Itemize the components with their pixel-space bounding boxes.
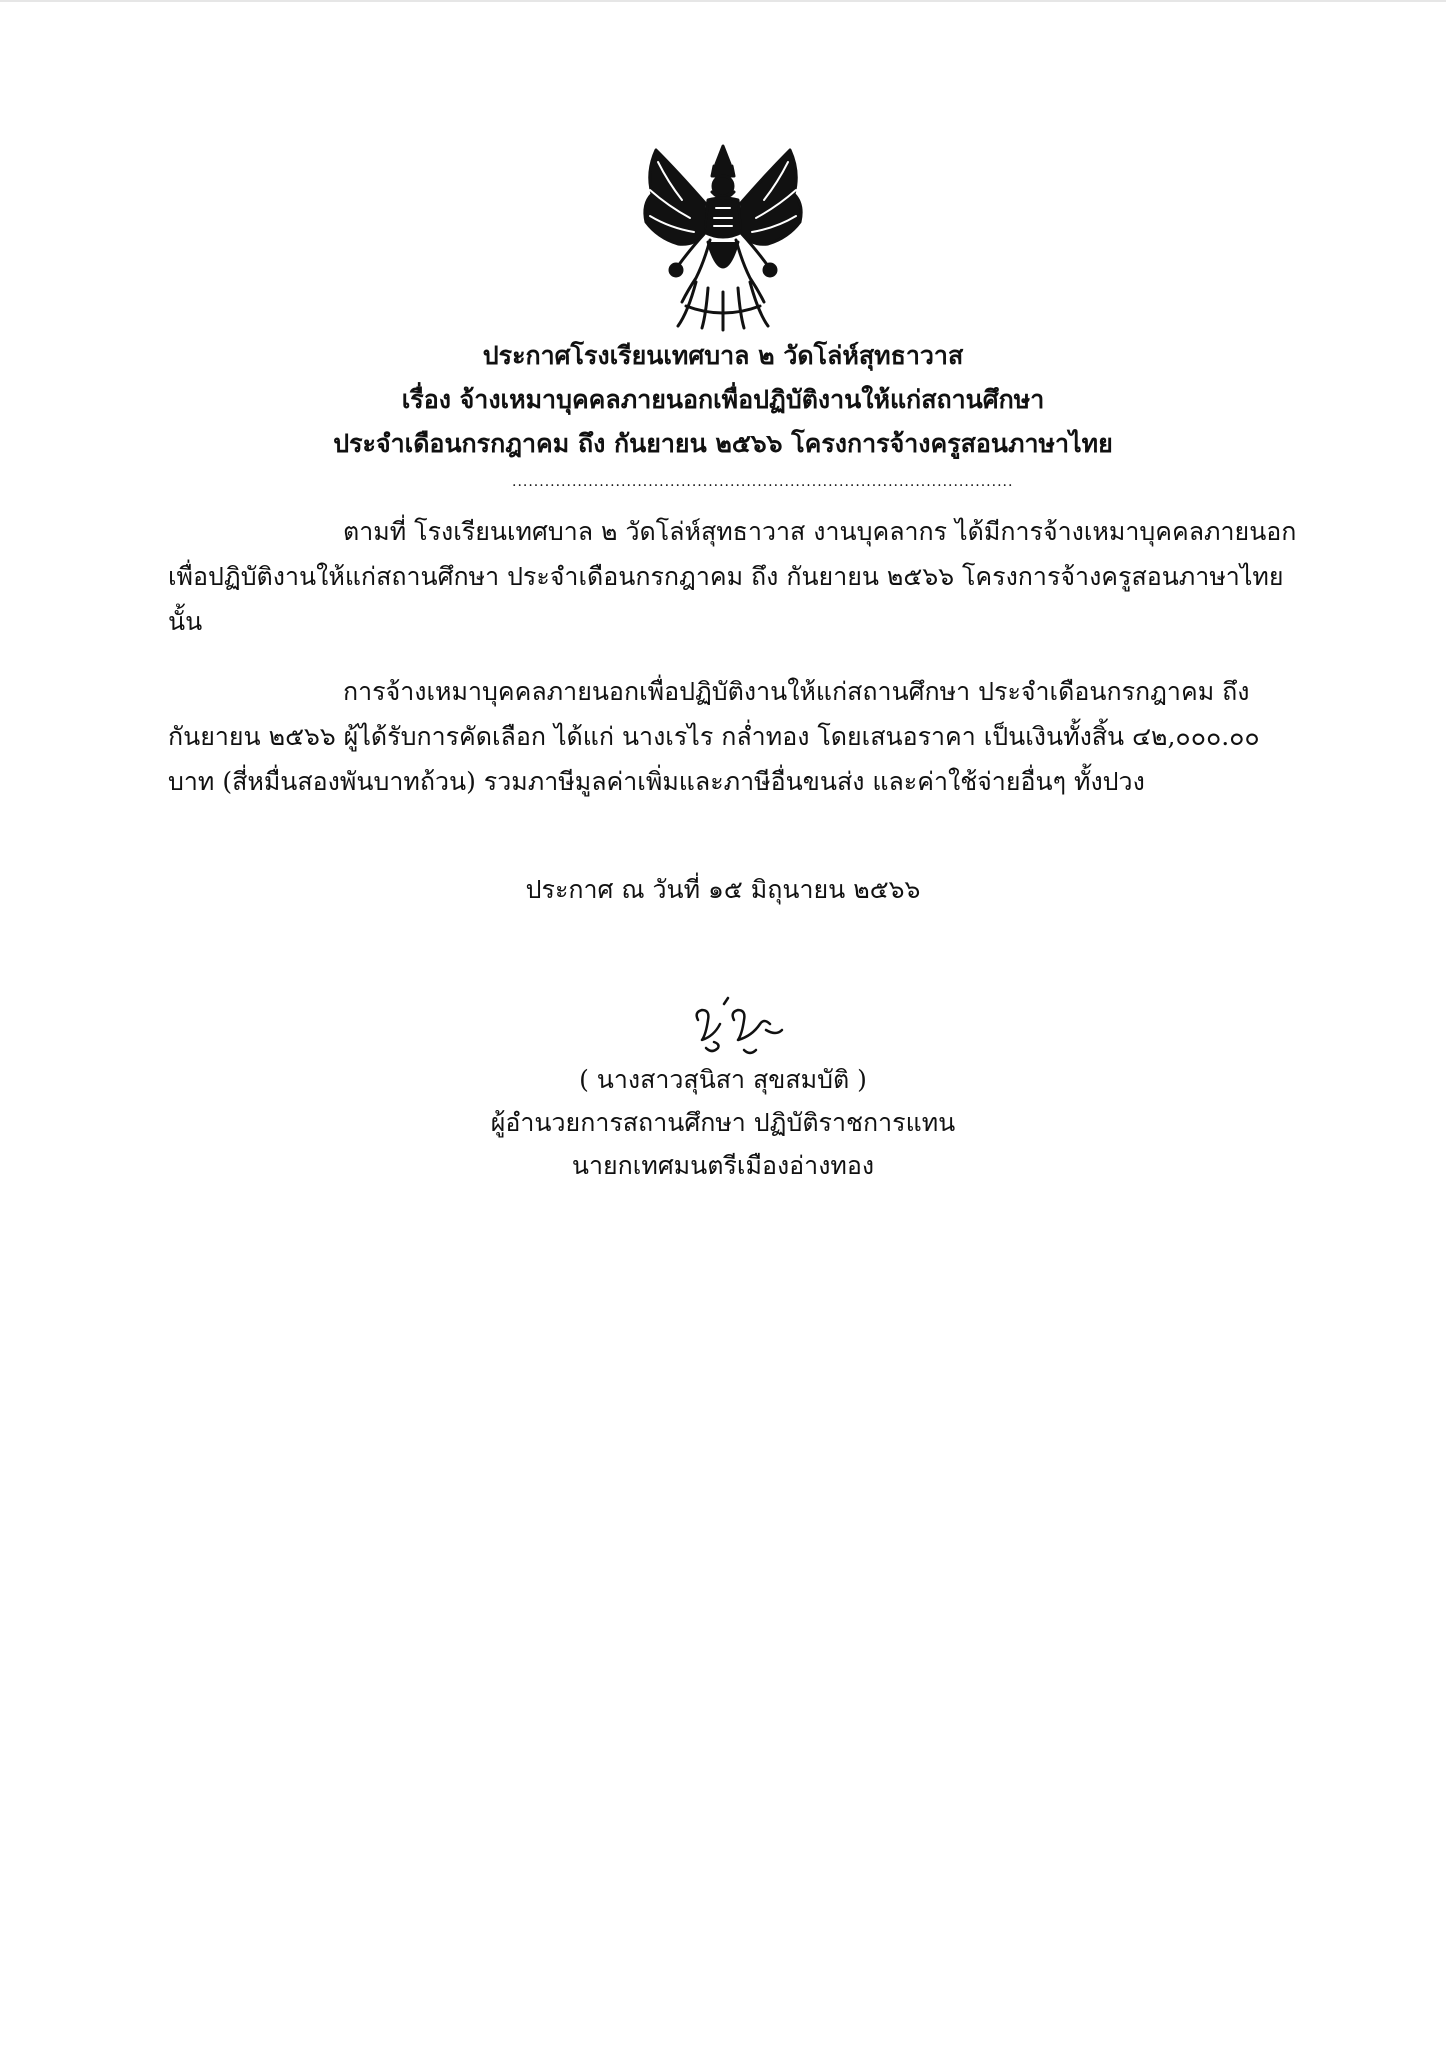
- announcement-date: ประกาศ ณ วันที่ ๑๕ มิถุนายน ๒๕๖๖: [525, 875, 921, 904]
- paragraph-2-line: กันยายน ๒๕๖๖ ผู้ได้รับการคัดเลือก ได้แก่ นางเรไร กล่ำทอง โดยเสนอราคา เป็นเงินทั้งสิ้น ๔๒,๐๐๐.๐๐: [168, 722, 1260, 751]
- paragraph-1-line: ตามที่ โรงเรียนเทศบาล ๒ วัดโล่ห์สุทธาวาส งานบุคลากร ได้มีการจ้างเหมาบุคคลภายนอก: [343, 517, 1297, 546]
- page-top-edge: [0, 0, 1446, 2]
- garuda-emblem-icon: [638, 142, 808, 330]
- signatory-name: ( นางสาวสุนิสา สุขสมบัติ ): [579, 1065, 867, 1094]
- paragraph-1-line: นั้น: [168, 607, 203, 636]
- body-paragraph-2: [168, 669, 1258, 804]
- body-paragraph-1: [168, 509, 1297, 644]
- paragraph-2-line: การจ้างเหมาบุคคลภายนอกเพื่อปฏิบัติงานให้แก่สถานศึกษา ประจำเดือนกรกฎาคม ถึง: [343, 677, 1250, 706]
- signatory-office: นายกเทศมนตรีเมืองอ่างทอง: [571, 1151, 875, 1180]
- announcement-period: ประจำเดือนกรกฎาคม ถึง กันยายน ๒๕๖๖ โครงการจ้างครูสอนภาษาไทย: [333, 429, 1113, 458]
- signatory-position: ผู้อำนวยการสถานศึกษา ปฏิบัติราชการแทน: [490, 1108, 956, 1137]
- handwritten-signature-icon: [684, 990, 794, 1060]
- paragraph-1-line: เพื่อปฏิบัติงานให้แก่สถานศึกษา ประจำเดือนกรกฎาคม ถึง กันยายน ๒๕๖๖ โครงการจ้างครูสอนภาษาไทย: [168, 562, 1284, 591]
- paragraph-2-line: บาท (สี่หมื่นสองพันบาทถ้วน) รวมภาษีมูลค่าเพิ่มและภาษีอื่นขนส่ง และค่าใช้จ่ายอื่นๆ ทั้งปวง: [168, 767, 1145, 796]
- dotted-separator: ............................................................................................: [512, 474, 1014, 490]
- announcement-title: ประกาศโรงเรียนเทศบาล ๒ วัดโล่ห์สุทธาวาส: [482, 341, 964, 370]
- announcement-subject: เรื่อง จ้างเหมาบุคคลภายนอกเพื่อปฏิบัติงานให้แก่สถานศึกษา: [401, 385, 1045, 414]
